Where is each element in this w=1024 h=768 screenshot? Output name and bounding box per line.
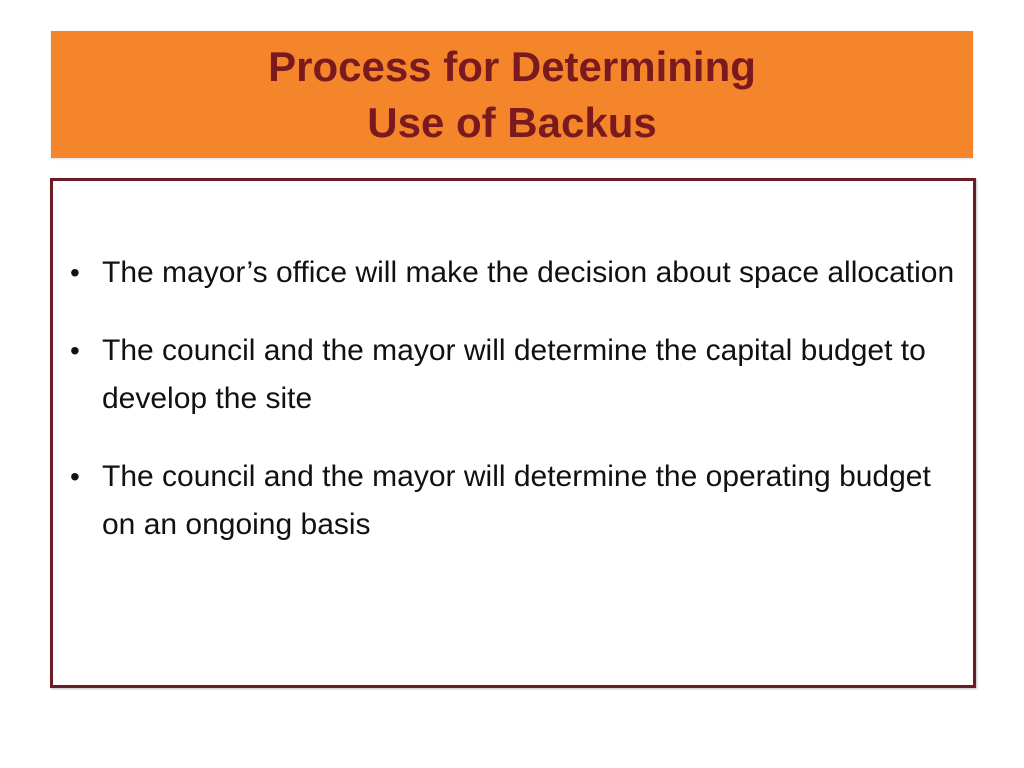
slide-title-line-2: Use of Backus (367, 98, 657, 146)
bullet-text: The council and the mayor will determine the capital budget to develop the site (102, 334, 926, 415)
bullet-item (70, 327, 960, 423)
slide-title-line-1: Process for Determining (268, 42, 756, 90)
content-box (50, 178, 976, 688)
bullet-item (70, 453, 960, 549)
bullet-text: The council and the mayor will determine the operating budget on an ongoing basis (102, 460, 931, 541)
bullet-icon: • (70, 461, 80, 492)
bullet-item (70, 249, 960, 297)
bullet-text: The mayor’s office will make the decision about space allocation (102, 256, 955, 289)
bullet-icon: • (70, 257, 80, 288)
bullet-list (70, 249, 960, 579)
title-bar (51, 31, 973, 158)
bullet-icon: • (70, 335, 80, 366)
